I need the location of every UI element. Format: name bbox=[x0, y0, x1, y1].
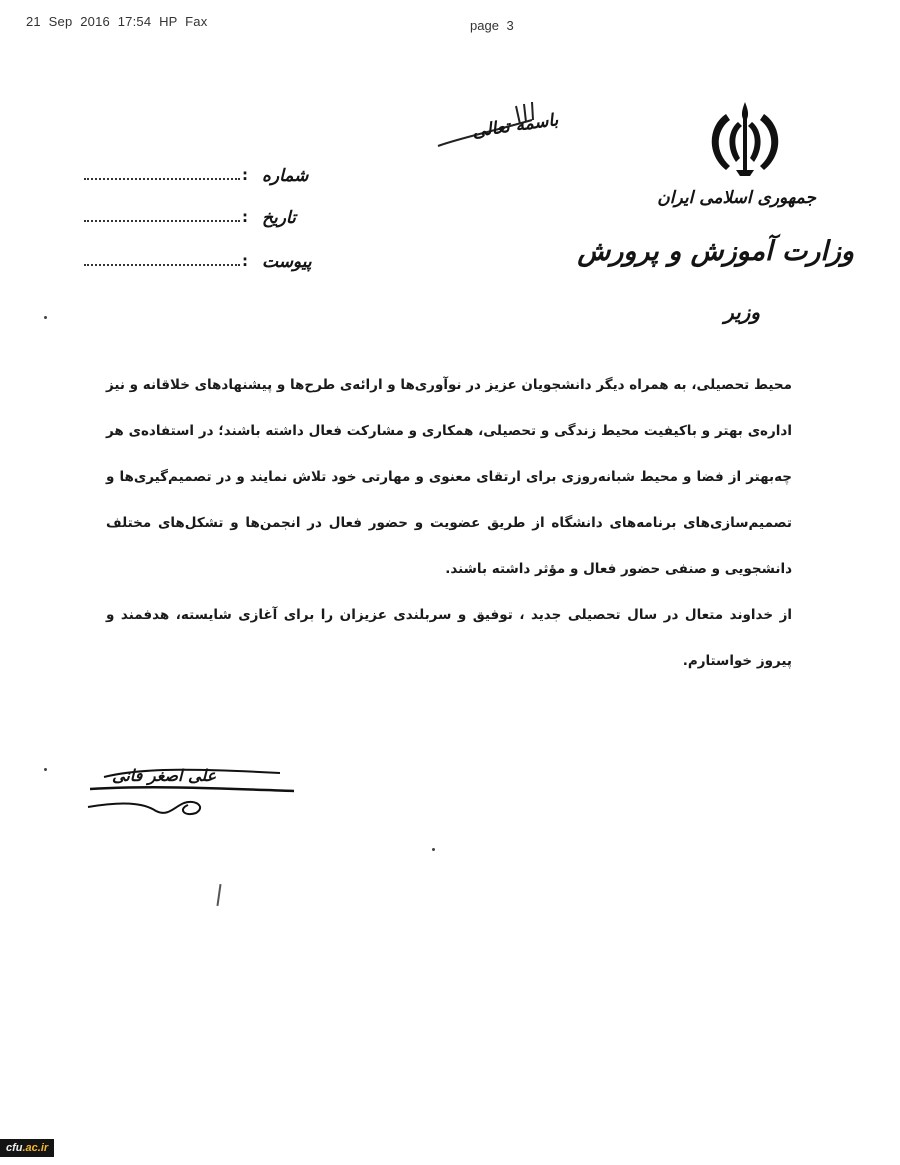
meta-colon: : bbox=[242, 252, 248, 270]
meta-field-date bbox=[84, 202, 304, 228]
meta-value-line bbox=[84, 220, 240, 222]
watermark-prefix: cfu bbox=[6, 1142, 23, 1154]
fax-header: 21 Sep 2016 17:54 HP Fax bbox=[26, 14, 208, 29]
signatory-name: علی اصغر فانی bbox=[112, 766, 217, 785]
letterhead-office: وزیر bbox=[724, 300, 760, 324]
scan-mark bbox=[216, 884, 221, 906]
letterhead-republic: جمهوری اسلامی ایران bbox=[657, 188, 816, 208]
scan-speck bbox=[44, 316, 47, 319]
meta-label: پیوست bbox=[262, 252, 312, 272]
meta-value-line bbox=[84, 178, 240, 180]
site-watermark bbox=[0, 1139, 54, 1157]
body-paragraph-2: از خداوند متعال در سال تحصیلی جدید ، توفیق و سربلندی عزیزان را برای آغازی شایسته، هدفمند و پیروز خواستارم. bbox=[106, 607, 792, 669]
letterhead-ministry: وزارت آموزش و پرورش bbox=[577, 236, 854, 267]
meta-value-line bbox=[84, 264, 240, 266]
scan-speck bbox=[44, 768, 47, 771]
body-paragraph-1: محیط تحصیلی، به همراه دیگر دانشجویان عزیز در نوآوری‌ها و ارائه‌ی طرح‌ها و پیشنهادهای خلاقانه و نیز اداره‌ی بهتر و باکیفیت محیط زندگی و تحصیلی، همکاری و مشارکت فعال داشته باشند؛ در استفاده‌ی هر چه‌بهتر از فضا و محیط شبانه‌روزی برای ارتقای معنوی و مهارتی خود تلاش نمایند و در تصمیم‌گیری‌ها و تصمیم‌سازی‌های برنامه‌های دانشگاه از طریق عضویت و حضور فعال در انجمن‌ها و تشکل‌های مختلف دانشجویی و صنفی حضور فعال و مؤثر داشته باشند. bbox=[106, 377, 792, 577]
meta-colon: : bbox=[242, 208, 248, 226]
meta-label: تاریخ bbox=[262, 208, 296, 228]
scan-speck bbox=[432, 848, 435, 851]
basmala: باسمه تعالی bbox=[471, 110, 560, 142]
letter-body bbox=[106, 362, 792, 684]
page-number: page 3 bbox=[470, 18, 514, 33]
meta-colon: : bbox=[242, 166, 248, 184]
meta-field-attachment bbox=[84, 246, 312, 272]
iran-emblem-icon bbox=[700, 96, 790, 178]
meta-label: شماره bbox=[262, 166, 309, 186]
watermark-suffix: .ac.ir bbox=[22, 1142, 49, 1154]
meta-field-number bbox=[84, 160, 309, 186]
